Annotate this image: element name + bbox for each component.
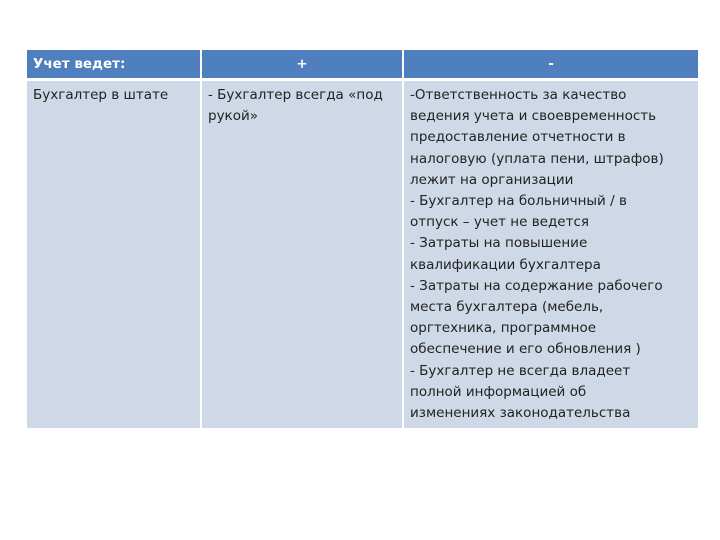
cons-line: -Ответственность за качество: [410, 87, 627, 103]
table-row: [27, 81, 698, 428]
pros-cell: [202, 81, 404, 428]
pros-line: рукой»: [208, 108, 259, 125]
pros-line: - Бухгалтер всегда «под: [208, 87, 383, 103]
cons-line: лежит на организации: [410, 171, 574, 188]
cons-line: - Затраты на повышение: [410, 235, 588, 252]
cons-line: квалификации бухгалтера: [410, 256, 601, 273]
cons-line: полной информацией об: [410, 383, 587, 400]
cons-line: - Бухгалтер на больничный / в: [410, 193, 627, 210]
cons-line: - Затраты на содержание рабочего: [410, 277, 663, 294]
cons-line: предоставление отчетности в: [410, 129, 626, 146]
header-pros: +: [202, 50, 404, 81]
cons-line: места бухгалтера (мебель,: [410, 299, 604, 316]
cons-line: отпуск – учет не ведется: [410, 214, 590, 231]
cons-line: изменениях законодательства: [410, 405, 631, 422]
cons-line: налоговую (уплата пени, штрафов): [410, 150, 664, 167]
cons-line: - Бухгалтер не всегда владеет: [410, 362, 631, 379]
header-cons: -: [404, 50, 698, 81]
table-header-row: [27, 50, 698, 81]
header-who-keeps-accounts: Учет ведет:: [27, 50, 202, 81]
row-label: Бухгалтер в штате: [33, 87, 169, 103]
row-label-cell: [27, 81, 202, 428]
cons-cell: [404, 81, 698, 428]
comparison-table: [27, 50, 698, 428]
cons-line: оргтехника, программное: [410, 320, 597, 337]
cons-line: ведения учета и своевременность: [410, 108, 657, 125]
cons-line: обеспечение и его обновления ): [410, 341, 641, 358]
